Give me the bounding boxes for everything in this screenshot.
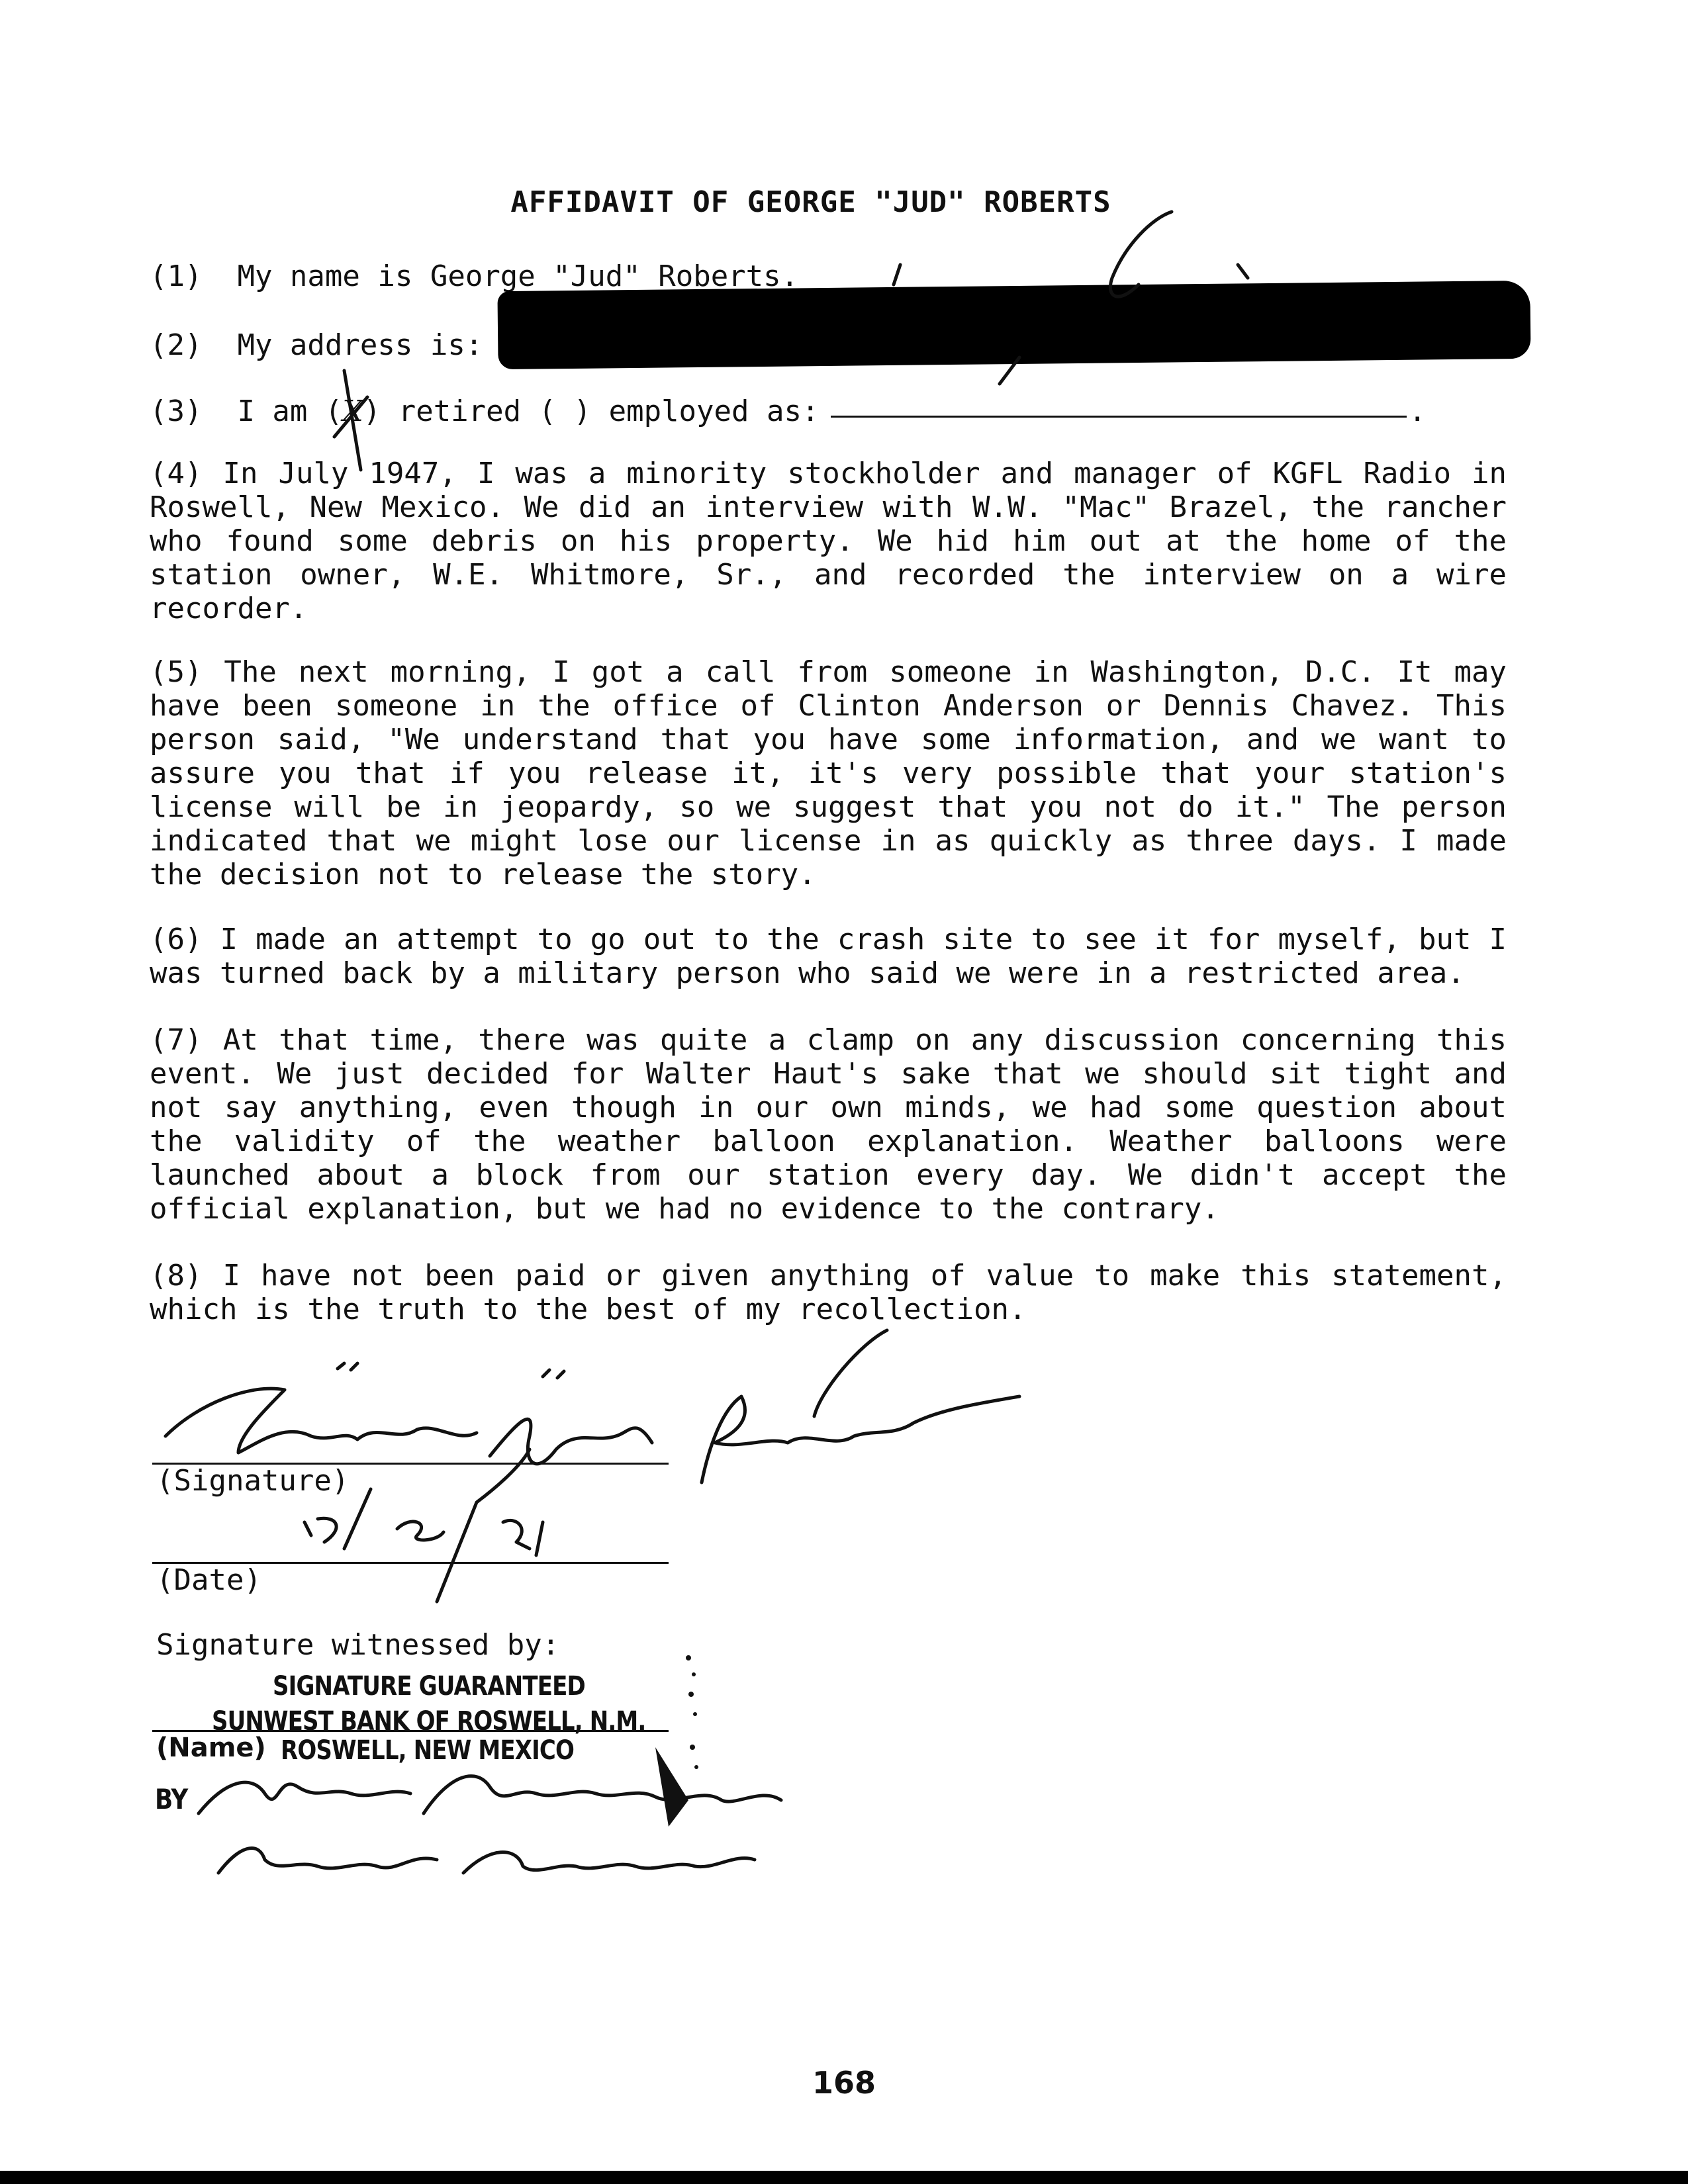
document-title: AFFIDAVIT OF GEORGE "JUD" ROBERTS <box>510 185 1111 219</box>
witness-signature <box>199 1776 781 1813</box>
name-line <box>152 1730 669 1732</box>
signature-flourish <box>814 1330 887 1416</box>
item-8-paragraph: (8) I have not been paid or given anything of value to make this statement, which is the truth to the best of my recollection. <box>150 1259 1507 1326</box>
item-3-suffix: ) retired ( ) employed as: <box>363 394 820 428</box>
redaction-bar <box>497 281 1530 369</box>
stamp-line-3: ROSWELL, NEW MEXICO <box>281 1735 575 1766</box>
item-7-paragraph: (7) At that time, there was quite a clamp on any discussion concerning this event. We just decided for Walter Haut's sake that we should sit tight and not say anything, even though in our own minds, we had some question about the validity of the weather balloon explanation. Weather balloons were launched about a block from our station every day. We didn't accept the official explanation, but we had no evidence to the contrary. <box>150 1023 1507 1226</box>
item-6-paragraph: (6) I made an attempt to go out to the crash site to see it for myself, but I was turned back by a military person who said we were in a restricted area. <box>150 923 1507 990</box>
stamp-edge-dots <box>655 1655 698 1827</box>
page-number: 168 <box>812 2065 876 2101</box>
item-4-paragraph: (4) In July 1947, I was a minority stockholder and manager of KGFL Radio in Roswell, New Mexico. We did an interview with W.W. "Mac" Brazel, the rancher who found some debris on his property. We hid him out at the home of the station owner, W.E. Whitmore, Sr., and recorded the interview on a wire recorder. <box>150 457 1507 625</box>
date-label: (Date) <box>156 1563 261 1597</box>
scan-bottom-edge <box>0 2171 1688 2184</box>
witness-title-handwriting <box>218 1848 755 1873</box>
item-3-checkmark: X <box>342 394 363 428</box>
employment-blank-line <box>831 416 1407 418</box>
item-3-end-period: . <box>1409 394 1427 428</box>
stamp-ink-blot <box>655 1747 688 1827</box>
item-2-address-label: (2) My address is: <box>150 328 483 362</box>
stamp-line-1: SIGNATURE GUARANTEED <box>273 1671 585 1702</box>
name-label: (Name) <box>156 1733 266 1763</box>
stamp-line-2: SUNWEST BANK OF ROSWELL, N.M. <box>212 1706 646 1737</box>
stamp-by-label: BY <box>155 1783 188 1815</box>
signature-label: (Signature) <box>156 1464 350 1498</box>
item-3-prefix: (3) I am ( <box>150 394 343 428</box>
witnessed-label: Signature witnessed by: <box>156 1628 560 1662</box>
signature-quote-marks <box>338 1363 564 1378</box>
item-5-paragraph: (5) The next morning, I got a call from someone in Washington, D.C. It may have been someone in the office of Clinton Anderson or Dennis Chavez. This person said, "We understand that you have some information, and we want to assure you that if you release it, it's very possible that your station's license will be in jeopardy, so we suggest that you not do it." The person indicated that we might lose our license in as quickly as three days. I made the decision not to release the story. <box>150 655 1507 891</box>
item-3-employment <box>150 394 819 428</box>
item-1-name: (1) My name is George "Jud" Roberts. <box>150 259 799 293</box>
